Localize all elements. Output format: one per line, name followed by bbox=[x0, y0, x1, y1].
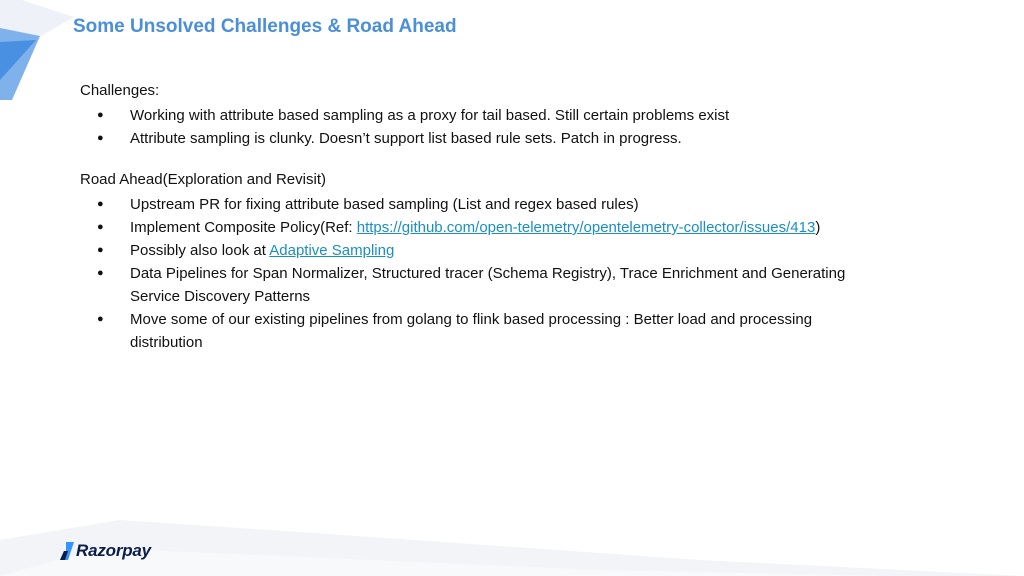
road-ahead-3-prefix: Possibly also look at bbox=[130, 242, 270, 259]
list-item bbox=[80, 239, 980, 262]
list-item bbox=[80, 262, 980, 308]
list-item bbox=[80, 127, 980, 150]
bullet-icon: ● bbox=[97, 132, 104, 144]
adaptive-sampling-link[interactable]: Adaptive Sampling bbox=[269, 242, 395, 259]
brand-name: Razorpay bbox=[76, 541, 151, 560]
road-ahead-5-line1: Move some of our existing pipelines from golang to flink based processing : Better load and processing bbox=[130, 311, 813, 328]
challenges-heading: Challenges: bbox=[80, 82, 160, 99]
bullet-icon: ● bbox=[97, 198, 104, 210]
bullet-icon: ● bbox=[97, 244, 104, 256]
challenge-2-text: Attribute sampling is clunky. Doesn’t support list based rule sets. Patch in progress. bbox=[130, 130, 682, 147]
road-ahead-heading: Road Ahead(Exploration and Revisit) bbox=[80, 171, 326, 188]
road-ahead-4-line1: Data Pipelines for Span Normalizer, Structured tracer (Schema Registry), Trace Enrichment and Generating bbox=[130, 265, 846, 282]
list-item bbox=[80, 193, 980, 216]
slide-content bbox=[80, 80, 980, 354]
road-ahead-5-line2: distribution bbox=[130, 334, 203, 351]
list-item bbox=[80, 216, 980, 239]
composite-policy-link[interactable]: https://github.com/open-telemetry/opentelemetry-collector/issues/413 bbox=[356, 219, 816, 236]
razorpay-logo bbox=[60, 541, 151, 561]
road-ahead-1-text: Upstream PR for fixing attribute based sampling (List and regex based rules) bbox=[130, 196, 639, 213]
challenges-list bbox=[80, 104, 980, 150]
bullet-icon: ● bbox=[97, 221, 104, 233]
road-ahead-list bbox=[80, 193, 980, 354]
challenge-1-text: Working with attribute based sampling as a proxy for tail based. Still certain problems exist bbox=[130, 107, 730, 124]
road-ahead-4-line2: Service Discovery Patterns bbox=[130, 288, 311, 305]
bullet-icon: ● bbox=[97, 313, 104, 325]
road-ahead-2-suffix: ) bbox=[815, 219, 821, 236]
list-item bbox=[80, 104, 980, 127]
road-ahead-2-prefix: Implement Composite Policy(Ref: bbox=[130, 219, 357, 236]
slide-title: Some Unsolved Challenges & Road Ahead bbox=[73, 16, 457, 37]
razorpay-mark-icon bbox=[60, 542, 74, 560]
bullet-icon: ● bbox=[97, 109, 104, 121]
bullet-icon: ● bbox=[97, 267, 104, 279]
list-item bbox=[80, 308, 980, 354]
